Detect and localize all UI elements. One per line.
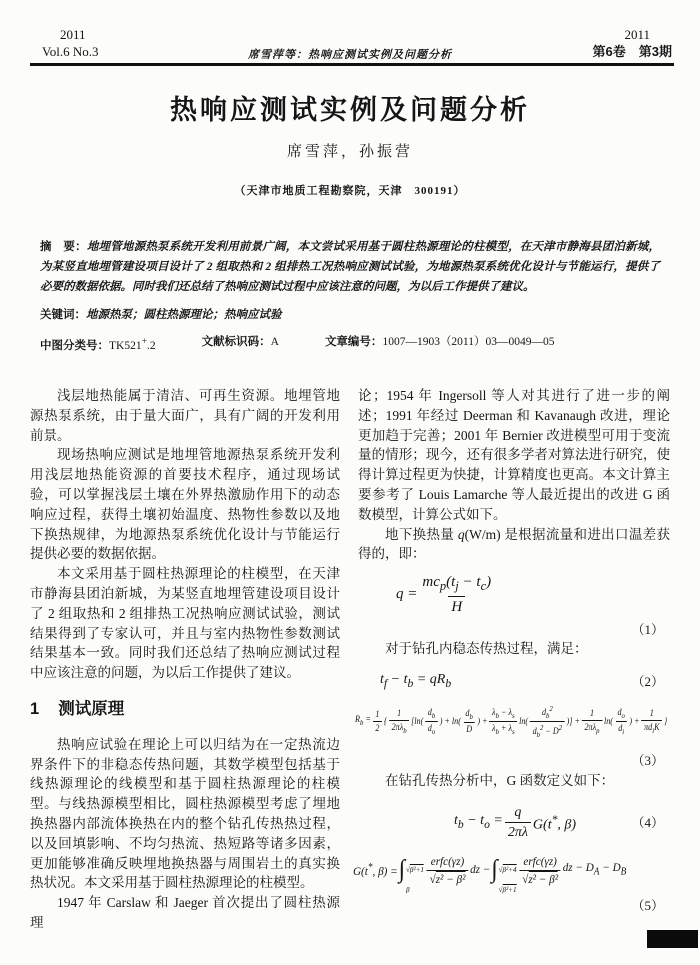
header-rule bbox=[30, 63, 674, 66]
section-title: 测试原理 bbox=[58, 699, 125, 718]
equation-5-number: （5） bbox=[631, 897, 664, 913]
abstract bbox=[40, 237, 660, 297]
keywords-text: 地源热泵；圆柱热源理论；热响应试验 bbox=[86, 309, 282, 321]
meta-line bbox=[40, 332, 660, 356]
equation-1: q = $\frac{mc_p(t_j - t_c)}{H}$ bbox=[396, 574, 492, 615]
header-volume-issue-cn: 第6卷 第3期 bbox=[592, 44, 672, 59]
abstract-label: 摘 要： bbox=[40, 241, 87, 253]
header-right bbox=[593, 26, 672, 60]
body-paragraph: 地下换热量 q(W/m) 是根据流量和进出口温差获得的，即： bbox=[358, 526, 671, 562]
header-year-right: 2011 bbox=[624, 27, 650, 42]
body-paragraph: 在钻孔传热分析中，G 函数定义如下： bbox=[385, 772, 615, 788]
clc-number: 中图分类号：TK521+.2 bbox=[40, 336, 156, 352]
page-title: 热响应测试实例及问题分析 bbox=[170, 95, 530, 125]
body-paragraph: 热响应试验在理论上可以归结为在一定热流边界条件下的非稳态传热问题，其数学模型包括基于线热源理论的线模型和基于圆柱热源理论的柱模型。与线热源模型相比，圆柱热源模型考虑了埋地换热器内部流体换热在内的整个钻孔传热热过程，以及回填影响、不均匀热流、热短路等诸多因素，更加能够准确反映埋地换热器与周围岩土的真实换热状况。本文采用基于圆柱热源理论的柱模型。 bbox=[30, 736, 340, 891]
equation-2-number: （2） bbox=[631, 674, 664, 690]
abstract-block bbox=[40, 237, 660, 356]
keywords-label: 关键词： bbox=[40, 309, 86, 321]
body-paragraph: 对于钻孔内稳态传热过程，满足： bbox=[385, 641, 588, 657]
running-title: 席雪萍等：热响应测试实例及问题分析 bbox=[248, 49, 452, 61]
equation-3: $R_b$ = $\frac{1}{2}$ { $\frac{1}{2\pi\lambda_b}$ [ ln( $\frac{d_b}{d_o}$ ) + ln( $\frac{d_b}{D}$ ) + $\frac{\lambda_b - \lambda_s}{\lambda_b + \lambda_s}$ ln( $\frac{d_b^2}{d_b^2 - D^2}$ ) ] + $\frac{1}{2\pi\lambda_p}$ ln( $\frac{d_o}{d_i}$ ) + $\frac{1}{\pi d_iK}$ } bbox=[355, 703, 668, 739]
keywords bbox=[40, 305, 660, 325]
body-paragraph: 本文采用基于圆柱热源理论的柱模型，在天津市静海县团泊新城，为某竖直地埋管建设项目设计了 2 组取热和 2 组排热工况热响应测试试验，测试结果得到了专家认可，并且与室内热物性参数测试结果基本一致。同时我们还总结了热响应测试过程中应该注意的问题，为以后工作提供了建议。 bbox=[30, 566, 340, 681]
body-paragraph: 浅层地热能属于清洁、可再生资源。地埋管地源热泵系统，由于量大面广，具有广阔的开发利用前景。 bbox=[30, 388, 340, 443]
header-volume-issue-en: Vol.6 No.3 bbox=[42, 44, 99, 59]
section-number: 1 bbox=[30, 699, 40, 718]
body-paragraph: 现场热响应测试是地埋管地源热泵系统开发利用浅层地热能资源的首要技术程序，通过现场试验，可以掌握浅层土壤在外界热激励作用下的动态响应过程，获得土壤初始温度、热物性参数以及地下换热规律，为地源热泵系统优化设计与节能运行提供必要的数据依据。 bbox=[30, 447, 340, 562]
body-paragraph: 论；1954 年 Ingersoll 等人对其进行了进一步的阐述；1991 年经过 Deerman 和 Kavanaugh 改进，理论更加趋于完善；2001 年 Bernier 改进模型可用于变流量的情形；现今，还有很多学者对算法进行研究，使得计算过程更为快捷，计算精度也更高。本文计算主要参考了 Louis Lamarche 等人最近提出的改进 G 函数模型，计算公式如下。 bbox=[358, 388, 670, 522]
equation-2: $t_f - t_b = qR_b$ （2） bbox=[358, 670, 670, 694]
authors: 席雪萍，孙振营 bbox=[286, 144, 413, 160]
equation-4: $t_b - t_o$ = $\frac{q}{2\pi\lambda}$ G(t*, β) （4） bbox=[358, 804, 670, 842]
body-paragraph: 1947 年 Carslaw 和 Jaeger 首次提出了圆柱热源理 bbox=[30, 895, 340, 930]
header-year-left: 2011 bbox=[60, 27, 86, 42]
redaction-box bbox=[647, 930, 698, 948]
section-heading-1 bbox=[30, 700, 340, 720]
right-column bbox=[353, 386, 671, 915]
document-code: 文献标识码：A bbox=[201, 336, 279, 348]
equation-3-number: （3） bbox=[631, 753, 664, 769]
abstract-text: 地埋管地源热泵系统开发利用前景广阔，本文尝试采用基于圆柱热源理论的柱模型，在天津市静海县团泊新城，为某竖直地埋管建设项目设计了 2 组取热和 2 组排热工况热响应测试试验，为地源热泵系统优化设计与节能运行，提供了必要的数据依据。同时我们还总结了热响应测试过程中应该注意的问题，为以后工作提供了建议。 bbox=[40, 241, 660, 293]
left-column bbox=[30, 386, 340, 933]
equation-1-number: （1） bbox=[631, 621, 664, 637]
article-id: 文章编号：1007—1903（2011）03—0049—05 bbox=[324, 336, 555, 348]
equation-5: G(t*, β) = ∫ √β²+1 β $\frac{\text{erfc(γz)}}{\text{√z² − β²}}$ dz − ∫ √β²+4 √β²+1 $\frac{\text{erfc(γz)}}{\text{√z² − β²}}$ dz − $D_A - D_B$ bbox=[353, 853, 627, 894]
affiliation: （天津市地质工程勘察院，天津 300191） bbox=[234, 185, 466, 197]
equation-4-number: （4） bbox=[631, 814, 664, 830]
